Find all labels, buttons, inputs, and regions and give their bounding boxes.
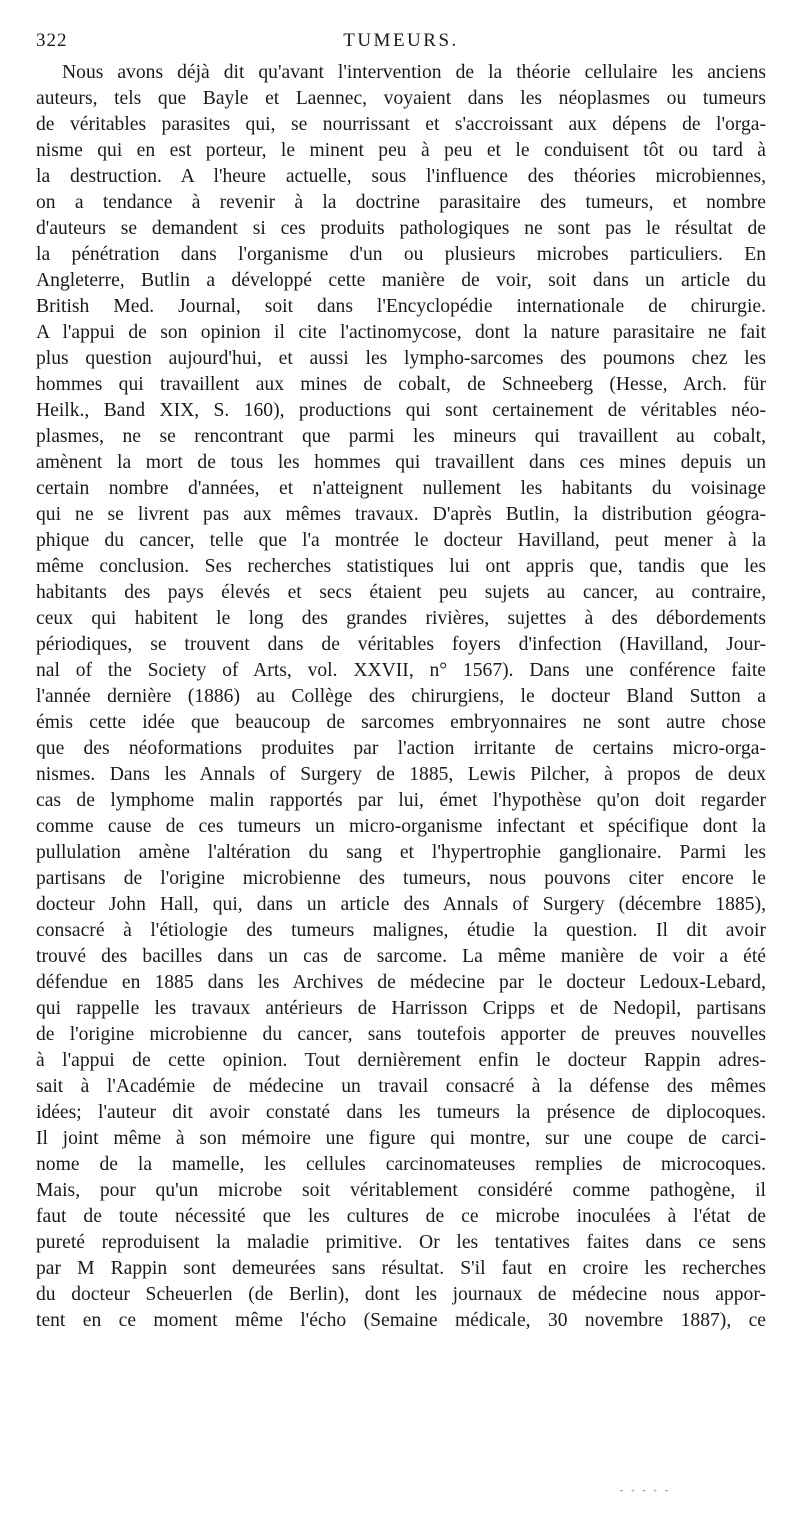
text-line: la pénétration dans l'organisme d'un ou plusieurs microbes particuliers. En [36, 244, 766, 265]
text-line: nismes. Dans les Annals of Surgery de 1885, Lewis Pilcher, à propos de deux [36, 764, 766, 785]
text-line: défendue en 1885 dans les Archives de médecine par le docteur Ledoux-Lebard, [36, 972, 766, 993]
text-line: British Med. Journal, soit dans l'Encyclopédie internationale de chirurgie. [36, 296, 766, 317]
text-line: d'auteurs se demandent si ces produits pathologiques ne sont pas le résultat de [36, 218, 766, 239]
text-line: A l'appui de son opinion il cite l'actinomycose, dont la nature parasitaire ne fait [36, 322, 766, 343]
text-line: trouvé des bacilles dans un cas de sarcome. La même manière de voir a été [36, 946, 766, 967]
text-line: la destruction. A l'heure actuelle, sous l'influence des théories microbiennes, [36, 166, 766, 187]
text-line: phique du cancer, telle que l'a montrée le docteur Havilland, peut mener à la [36, 530, 766, 551]
text-line: Heilk., Band XIX, S. 160), productions qui sont certainement de véritables néo- [36, 400, 766, 421]
text-line: pureté reproduisent la maladie primitive. Or les tentatives faites dans ce sens [36, 1232, 766, 1253]
text-line: amènent la mort de tous les hommes qui travaillent dans ces mines depuis un [36, 452, 766, 473]
text-line: qui ne se livrent pas aux mêmes travaux. D'après Butlin, la distribution géogra- [36, 504, 766, 525]
text-line: on a tendance à revenir à la doctrine parasitaire des tumeurs, et nombre [36, 192, 766, 213]
text-line: à l'appui de cette opinion. Tout dernièrement enfin le docteur Rappin adres- [36, 1050, 766, 1071]
text-line: nome de la mamelle, les cellules carcinomateuses remplies de microcoques. [36, 1154, 766, 1175]
text-line: hommes qui travaillent aux mines de cobalt, de Schneeberg (Hesse, Arch. für [36, 374, 766, 395]
text-line: l'année dernière (1886) au Collège des chirurgiens, le docteur Bland Sutton a [36, 686, 766, 707]
text-line: faut de toute nécessité que les cultures de ce microbe inoculées à l'état de [36, 1206, 766, 1227]
footer-mark: - - - - - [620, 1485, 671, 1495]
body-paragraph [36, 60, 766, 1334]
text-line: Il joint même à son mémoire une figure qui montre, sur une coupe de carci- [36, 1128, 766, 1149]
text-line: de véritables parasites qui, se nourrissant et s'accroissant aux dépens de l'orga- [36, 114, 766, 135]
running-head [36, 22, 766, 52]
text-line: certain nombre d'années, et n'atteignent nullement les habitants du voisinage [36, 478, 766, 499]
text-line: comme cause de ces tumeurs un micro-organisme infectant et spécifique dont la [36, 816, 766, 837]
document-page [36, 22, 766, 1334]
text-line: qui rappelle les travaux antérieurs de Harrisson Cripps et de Nedopil, partisans [36, 998, 766, 1019]
text-line: émis cette idée que beaucoup de sarcomes embryonnaires ne sont autre chose [36, 712, 766, 733]
text-line: par M Rappin sont demeurées sans résultat. S'il faut en croire les recherches [36, 1258, 766, 1279]
text-line: Mais, pour qu'un microbe soit véritablement considéré comme pathogène, il [36, 1180, 766, 1201]
text-line: auteurs, tels que Bayle et Laennec, voyaient dans les néoplasmes ou tumeurs [36, 88, 766, 109]
text-line: pullulation amène l'altération du sang et l'hypertrophie ganglionaire. Parmi les [36, 842, 766, 863]
text-line: du docteur Scheuerlen (de Berlin), dont les journaux de médecine nous appor- [36, 1284, 766, 1305]
running-title: TUMEURS. [343, 30, 459, 51]
text-line: docteur John Hall, qui, dans un article des Annals of Surgery (décembre 1885), [36, 894, 766, 915]
text-line: de l'origine microbienne du cancer, sans toutefois apporter de preuves nouvelles [36, 1024, 766, 1045]
text-line: plasmes, ne se rencontrant que parmi les mineurs qui travaillent au cobalt, [36, 426, 766, 447]
text-line: sait à l'Académie de médecine un travail consacré à la défense des mêmes [36, 1076, 766, 1097]
text-line: consacré à l'étiologie des tumeurs malignes, étudie la question. Il dit avoir [36, 920, 766, 941]
text-line: même conclusion. Ses recherches statistiques lui ont appris que, tandis que les [36, 556, 766, 577]
text-line: ceux qui habitent le long des grandes rivières, sujettes à des débordements [36, 608, 766, 629]
text-line: plus question aujourd'hui, et aussi les lympho-sarcomes des poumons chez les [36, 348, 766, 369]
text-line: nisme qui en est porteur, le minent peu à peu et le conduisent tôt ou tard à [36, 140, 766, 161]
text-line: idées; l'auteur dit avoir constaté dans les tumeurs la présence de diplocoques. [36, 1102, 766, 1123]
page-number: 322 [36, 30, 68, 51]
text-line: habitants des pays élevés et secs étaient peu sujets au cancer, au contraire, [36, 582, 766, 603]
text-line: périodiques, se trouvent dans de véritables foyers d'infection (Havilland, Jour- [36, 634, 766, 655]
text-line: partisans de l'origine microbienne des tumeurs, nous pouvons citer encore le [36, 868, 766, 889]
text-line: Nous avons déjà dit qu'avant l'intervention de la théorie cellulaire les anciens [62, 62, 766, 83]
text-line: tent en ce moment même l'écho (Semaine médicale, 30 novembre 1887), ce [36, 1310, 766, 1331]
text-line: Angleterre, Butlin a développé cette manière de voir, soit dans un article du [36, 270, 766, 291]
text-line: que des néoformations produites par l'action irritante de certains micro-orga- [36, 738, 766, 759]
text-line: nal of the Society of Arts, vol. XXVII, n° 1567). Dans une conférence faite [36, 660, 766, 681]
text-line: cas de lymphome malin rapportés par lui, émet l'hypothèse qu'on doit regarder [36, 790, 766, 811]
